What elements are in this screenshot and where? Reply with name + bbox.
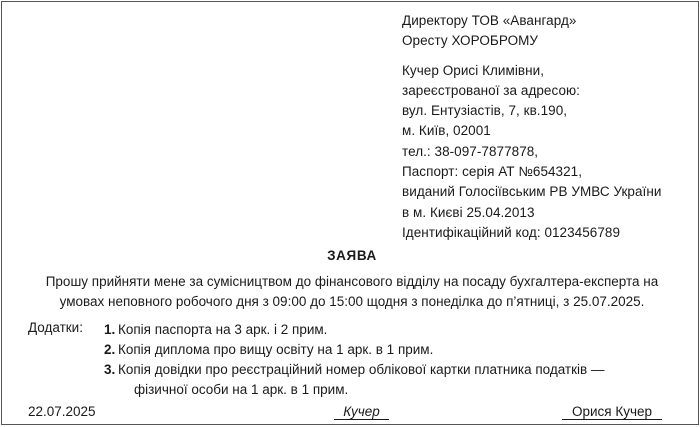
document-date: 22.07.2025 <box>28 404 96 419</box>
recipient-line: Директору ТОВ «Авангард» <box>402 13 577 28</box>
attachment-number: 2. <box>104 342 116 357</box>
attachment-line: Копія диплома про вищу освіту на 1 арк. в 1 прим. <box>118 342 434 357</box>
spacer <box>402 52 697 61</box>
attachment-item <box>104 340 694 360</box>
sender-line: вул. Ентузіастів, 7, кв.190, <box>402 103 568 119</box>
attachment-line: Копія довідки про реєстраційний номер облікової картки платника податків — <box>118 362 605 377</box>
attachment-item <box>104 360 694 400</box>
body-line: Прошу прийняти мене за сумісництвом до фінансового відділу на посаду бухгалтера-експерта на <box>45 274 659 289</box>
body-line: умовах неповного робочого дня з 09:00 до 15:00 щодня з понеділка до п’ятниці, з 25.07.2025. <box>59 294 645 309</box>
sender-line: тел.: 38-097-7877878, <box>402 143 539 159</box>
application-body <box>12 272 692 312</box>
signer-name: Орися Кучер <box>562 404 662 420</box>
attachment-text <box>118 320 694 340</box>
document-title: ЗАЯВА <box>327 248 377 263</box>
sender-line: зареєстрованої за адресою: <box>402 82 580 98</box>
attachment-number: 1. <box>104 322 116 337</box>
attachment-text <box>118 340 694 360</box>
addressee-block <box>402 11 697 243</box>
recipient-line: Оресту ХОРОБРОМУ <box>402 33 539 49</box>
application-document <box>1 1 699 425</box>
attachment-text <box>118 360 694 400</box>
attachments-list <box>104 320 694 400</box>
sender-line: м. Київ, 02001 <box>402 123 491 139</box>
sender-line: Кучер Орисі Климівни, <box>402 62 544 78</box>
attachment-item <box>104 320 694 340</box>
attachment-number: 3. <box>104 362 116 377</box>
sender-line: виданий Голосіївським РВ УМВС України <box>402 184 662 200</box>
sender-line: в м. Києві 25.04.2013 <box>402 204 535 220</box>
signature: Кучер <box>334 404 389 420</box>
sender-line: Ідентифікаційний код: 0123456789 <box>402 224 621 240</box>
attachment-line: фізичної особи на 1 арк. в 1 прим. <box>134 382 349 397</box>
attachments-label: Додатки: <box>28 320 83 335</box>
sender-line: Паспорт: серія АТ №654321, <box>402 164 583 180</box>
attachment-line: Копія паспорта на 3 арк. і 2 прим. <box>118 322 328 337</box>
